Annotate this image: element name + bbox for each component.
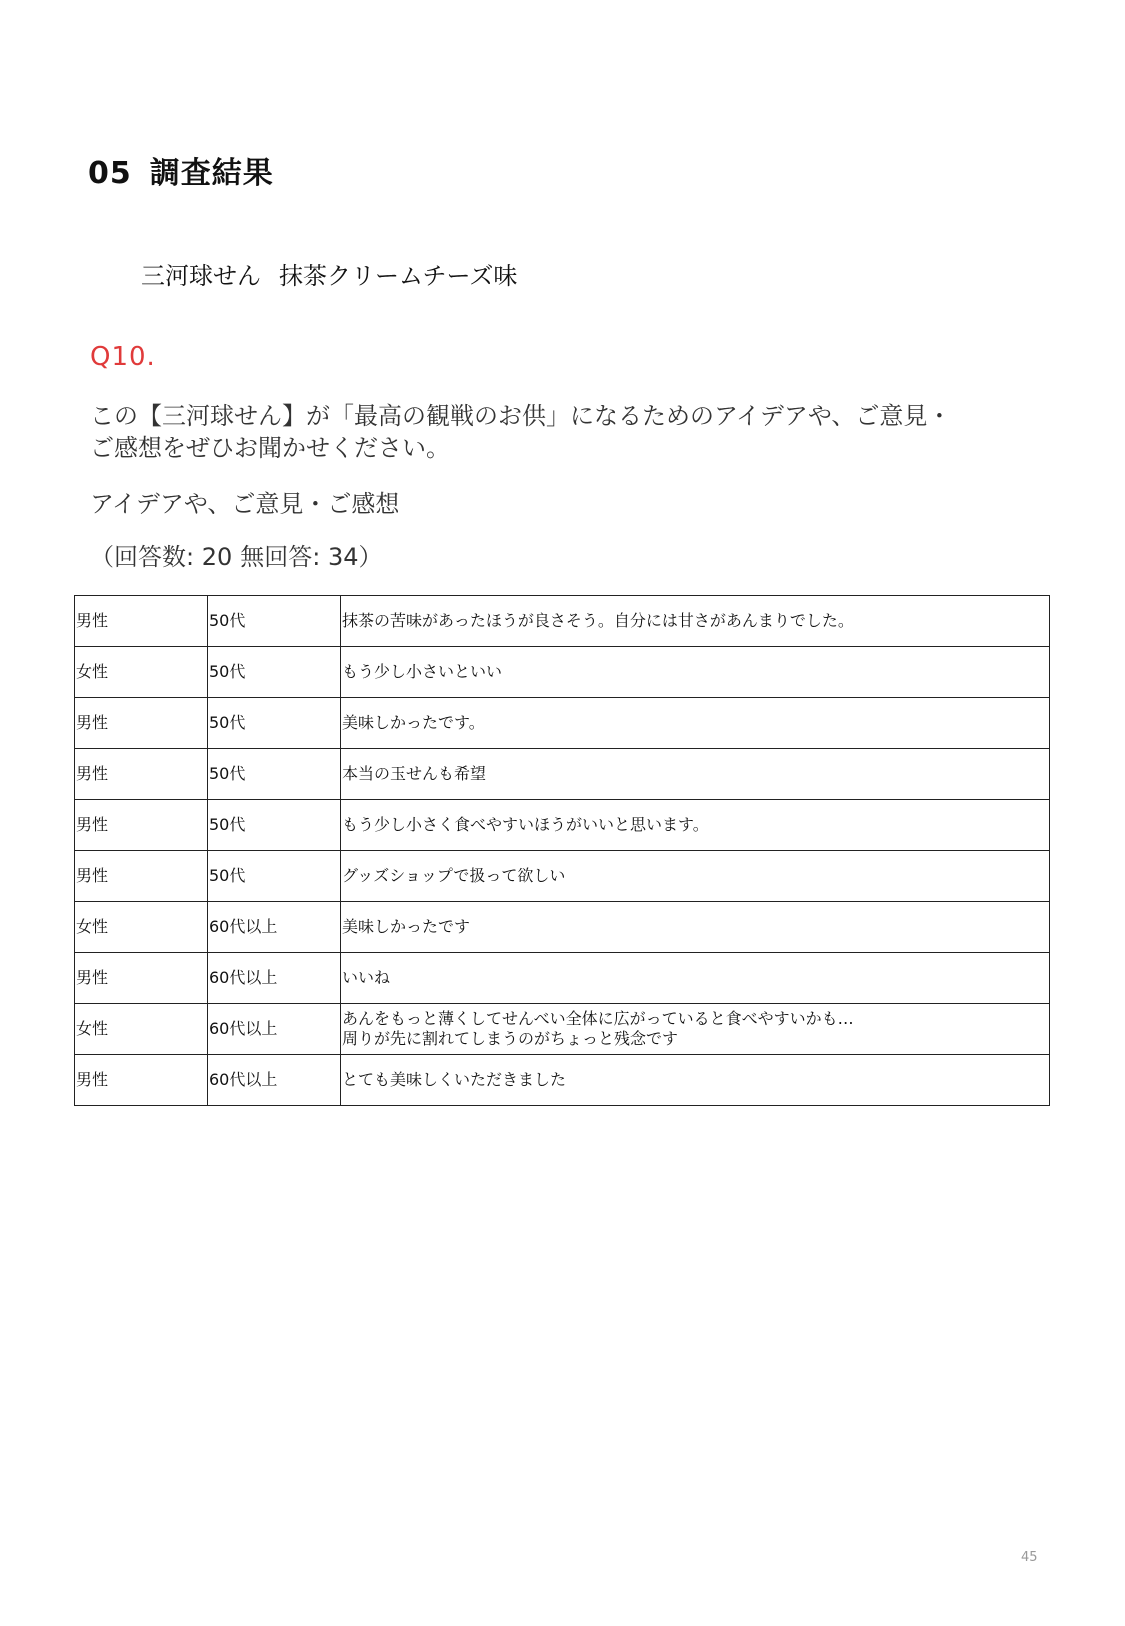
gender-cell: 男性 — [75, 1055, 208, 1106]
table-row — [75, 1055, 1050, 1106]
gender-cell: 女性 — [75, 647, 208, 698]
product-name: 三河球せん — [141, 262, 261, 290]
product-flavor: 抹茶クリームチーズ味 — [279, 262, 518, 290]
comment-cell: いいね — [341, 953, 1050, 1004]
question-text: この【三河球せん】が「最高の観戦のお供」になるためのアイデアや、ご意見・ご感想をぜひお聞かせください。 — [90, 402, 952, 462]
table-row — [75, 851, 1050, 902]
question-number: Q10. — [90, 342, 156, 372]
age-cell: 60代以上 — [208, 1004, 341, 1055]
age-cell: 60代以上 — [208, 902, 341, 953]
answered-count: 回答数: 20 — [114, 543, 233, 571]
comment-cell: グッズショップで扱って欲しい — [341, 851, 1050, 902]
product-heading — [141, 256, 517, 291]
age-cell: 50代 — [208, 851, 341, 902]
comment-cell: もう少し小さく食べやすいほうがいいと思います。 — [341, 800, 1050, 851]
gender-cell: 男性 — [75, 596, 208, 647]
comment-cell: とても美味しくいただきました — [341, 1055, 1050, 1106]
comment-cell: 美味しかったです — [341, 902, 1050, 953]
table-row — [75, 749, 1050, 800]
age-cell: 50代 — [208, 596, 341, 647]
response-counts — [90, 537, 391, 572]
comment-cell: 本当の玉せんも希望 — [341, 749, 1050, 800]
unanswered-count: 無回答: 34） — [240, 543, 383, 571]
table-row — [75, 1004, 1050, 1055]
page-number: 45 — [1021, 1550, 1038, 1565]
comment-cell: 美味しかったです。 — [341, 698, 1050, 749]
gender-cell: 女性 — [75, 902, 208, 953]
counts-open-paren: （ — [90, 543, 114, 571]
responses-table — [74, 595, 1050, 1106]
section-title — [88, 148, 274, 192]
age-cell: 50代 — [208, 698, 341, 749]
table-row — [75, 596, 1050, 647]
section-number: 05 — [88, 156, 132, 191]
comment-cell: 抹茶の苦味があったほうが良さそう。自分には甘さがあんまりでした。 — [341, 596, 1050, 647]
gender-cell: 女性 — [75, 1004, 208, 1055]
age-cell: 60代以上 — [208, 953, 341, 1004]
age-cell: 60代以上 — [208, 1055, 341, 1106]
gender-cell: 男性 — [75, 749, 208, 800]
table-row — [75, 953, 1050, 1004]
gender-cell: 男性 — [75, 851, 208, 902]
table-row — [75, 647, 1050, 698]
table-row — [75, 902, 1050, 953]
comment-cell: もう少し小さいといい — [341, 647, 1050, 698]
age-cell: 50代 — [208, 800, 341, 851]
gender-cell: 男性 — [75, 698, 208, 749]
section-heading: 調査結果 — [149, 156, 274, 191]
gender-cell: 男性 — [75, 800, 208, 851]
table-row — [75, 698, 1050, 749]
gender-cell: 男性 — [75, 953, 208, 1004]
comment-cell: あんをもっと薄くしてせんべい全体に広がっていると食べやすいかも… 周りが先に割れてしまうのがちょっと残念です — [341, 1004, 1050, 1055]
answer-subheading: アイデアや、ご意見・ご感想 — [90, 490, 400, 518]
table-row — [75, 800, 1050, 851]
age-cell: 50代 — [208, 749, 341, 800]
age-cell: 50代 — [208, 647, 341, 698]
